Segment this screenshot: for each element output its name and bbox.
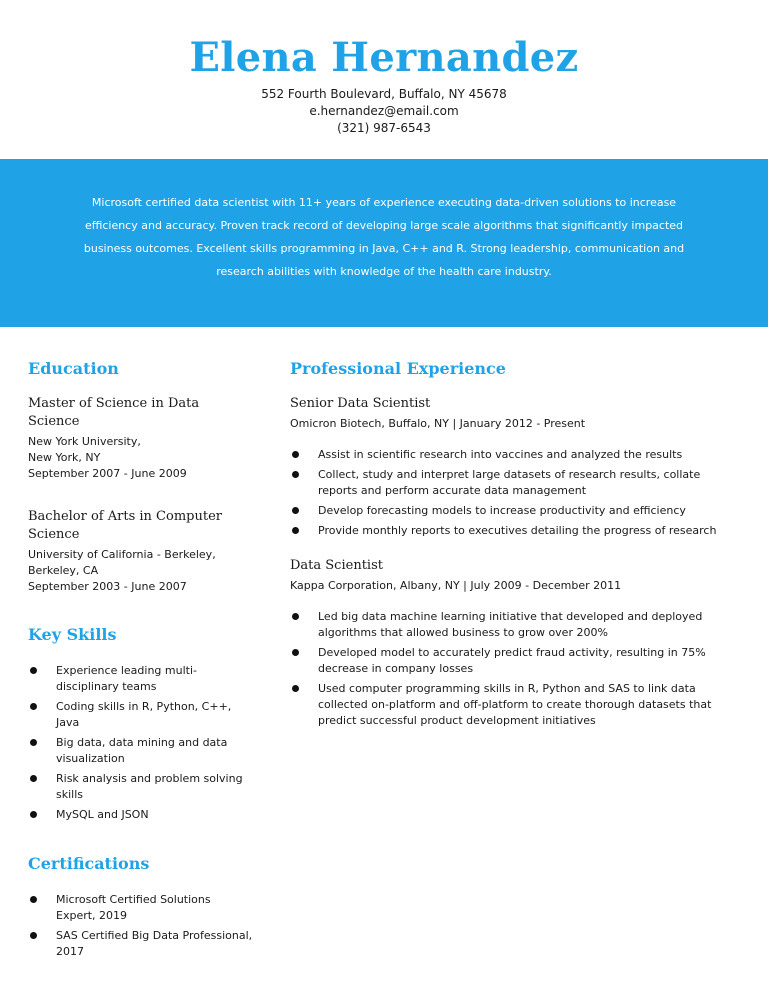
list-item: Led big data machine learning initiative that developed and deployed algorithms that allowed business to grow over 200%	[290, 609, 730, 641]
job-bullets	[290, 447, 730, 539]
bullet-icon	[30, 932, 37, 939]
list-item: SAS Certified Big Data Professional, 2017	[28, 928, 253, 960]
bullet-icon	[292, 685, 299, 692]
bullet-icon	[30, 811, 37, 818]
summary-band	[0, 159, 768, 327]
bullet-icon	[292, 507, 299, 514]
bullet-icon	[30, 667, 37, 674]
contact-block	[0, 86, 768, 137]
degree: Bachelor of Arts in Computer Science	[28, 509, 222, 542]
bullet-icon	[292, 649, 299, 656]
bullet-icon	[30, 739, 37, 746]
certifications-list	[28, 892, 253, 960]
list-item: Risk analysis and problem solving skills	[28, 771, 253, 803]
school: University of California - Berkeley,	[28, 548, 216, 561]
list-item: Big data, data mining and data visualization	[28, 735, 253, 767]
list-item: Provide monthly reports to executives detailing the progress of research	[290, 523, 730, 539]
list-item: Used computer programming skills in R, Python and SAS to link data collected on-platform and off-platform to create thorough datasets that predict successful product development initiatives	[290, 681, 730, 729]
candidate-name: Elena Hernandez	[189, 34, 579, 81]
education-dates: September 2007 - June 2009	[28, 467, 187, 480]
bullet-icon	[292, 471, 299, 478]
job-entry	[290, 395, 730, 539]
list-item: Developed model to accurately predict fraud activity, resulting in 75% decrease in company losses	[290, 645, 730, 677]
left-column	[28, 356, 253, 960]
education-heading: Education	[28, 359, 119, 378]
list-item: Experience leading multi-disciplinary teams	[28, 663, 253, 695]
skills-heading: Key Skills	[28, 625, 117, 644]
education-entry	[28, 508, 253, 595]
right-column	[290, 356, 730, 729]
bullet-icon	[30, 775, 37, 782]
email: e.hernandez@email.com	[309, 104, 459, 118]
bullet-icon	[292, 527, 299, 534]
address: 552 Fourth Boulevard, Buffalo, NY 45678	[261, 87, 507, 101]
bullet-icon	[30, 703, 37, 710]
school-location: Berkeley, CA	[28, 564, 99, 577]
list-item: Develop forecasting models to increase productivity and efficiency	[290, 503, 730, 519]
phone: (321) 987-6543	[337, 121, 431, 135]
bullet-icon	[292, 451, 299, 458]
job-meta: Kappa Corporation, Albany, NY | July 2009 - December 2011	[290, 579, 622, 592]
certifications-heading: Certifications	[28, 854, 150, 873]
bullet-icon	[292, 613, 299, 620]
job-entry	[290, 557, 730, 729]
degree: Master of Science in Data Science	[28, 396, 200, 429]
experience-heading: Professional Experience	[290, 359, 506, 378]
list-item: Microsoft Certified Solutions Expert, 2019	[28, 892, 253, 924]
job-meta: Omicron Biotech, Buffalo, NY | January 2012 - Present	[290, 417, 586, 430]
education-dates: September 2003 - June 2007	[28, 580, 187, 593]
job-bullets	[290, 609, 730, 729]
school-location: New York, NY	[28, 451, 101, 464]
job-role: Data Scientist	[290, 558, 383, 573]
professional-summary: Microsoft certified data scientist with 11+ years of experience executing data-driven solutions to increase efficiency and accuracy. Proven track record of developing large scale algorithms that significantly impacted business outcomes. Excellent skills programming in Java, C++ and R. Strong leadership, communication and research abilities with knowledge of the health care industry.	[83, 196, 685, 278]
list-item: Collect, study and interpret large datasets of research results, collate reports and perform accurate data management	[290, 467, 730, 499]
skills-list	[28, 663, 253, 823]
bullet-icon	[30, 896, 37, 903]
job-role: Senior Data Scientist	[290, 396, 431, 411]
resume-header	[0, 0, 768, 137]
list-item: MySQL and JSON	[28, 807, 253, 823]
school: New York University,	[28, 435, 141, 448]
education-entry	[28, 395, 253, 482]
list-item: Assist in scientific research into vaccines and analyzed the results	[290, 447, 730, 463]
list-item: Coding skills in R, Python, C++, Java	[28, 699, 253, 731]
